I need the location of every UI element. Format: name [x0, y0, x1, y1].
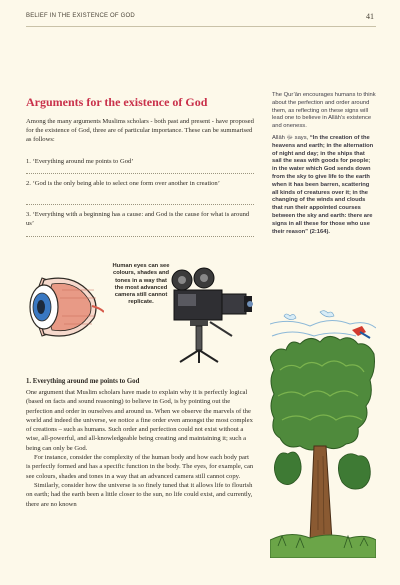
divider	[26, 236, 254, 237]
divider	[26, 173, 254, 174]
body-paragraph: Similarly, consider how the universe is so finely tuned that it allows life to flourish on earth; had the earth been a little closer to the sun, no life could exist, and currently, there are no known	[26, 481, 253, 508]
body-paragraph: One argument that Muslim scholars have made to explain why it is perfectly logical (based on facts and sound reasoning) to believe in God, is by pointing out the perfection and order in ourselves and around us. When we observe the marvels of the world and indeed the universe, we notice a fine order even amongst the most complex of creations – such as humans. Such order and perfection could not exist without a wise, all-powerful, and all-knowledgeable being creating and maintaining it; such a being can only be God.	[26, 389, 253, 452]
subsection-heading: 1. Everything around me points to God	[26, 378, 140, 385]
sidebar-box	[272, 92, 376, 240]
forest-illustration	[270, 310, 376, 558]
body-paragraph: For instance, consider the complexity of the human body and how each body part is perfectly formed and has a specific function in the body. The eyes, for example, can see colours, shades and tones in a way that an advanced camera still cannot copy.	[26, 454, 254, 480]
intro-paragraph: Among the many arguments Muslims scholars - both past and present - have proposed for the existence of God, three are of particular importance. These can be summarised as follows:	[26, 118, 254, 144]
eye-caption: Human eyes can see colours, shades and tones in a way that the most advanced camera still cannot replicate.	[112, 263, 170, 306]
argument-1: 1. ‘Everything around me points to God’	[26, 158, 134, 165]
page-header	[26, 12, 376, 27]
argument-3: 3. ‘Everything with a beginning has a cause: and God is the cause for what is around us’	[26, 211, 250, 228]
body-text	[26, 388, 254, 509]
section-heading: Arguments for the existence of God	[26, 95, 208, 109]
quote-lead: Allāh ﷻ says,	[272, 134, 310, 141]
sidebar-quote-block	[272, 135, 376, 236]
sidebar-intro: The Qur’ān encourages humans to think about the perfection and order around them, as reflecting on these signs will lead one to believe in Allāh’s existence and oneness.	[272, 92, 376, 130]
quran-quote: “In the creation of the heavens and earth; in the alternation of night and day; in the ships that sail the seas with goods for people; in the water which God sends down from the sky to give life to the earth when it has been barren, scattering all kinds of creatures over it; in the changing of the winds and clouds that run their appointed courses between the sky and earth: there are signs in all these for those who use their reason” (2:164).	[272, 134, 374, 235]
eye-illustration	[22, 268, 104, 346]
camera-illustration	[166, 266, 256, 364]
divider	[26, 204, 254, 205]
running-head: BELIEF IN THE EXISTENCE OF GOD	[26, 13, 135, 19]
argument-2: 2. ‘God is the only being able to select one form over another in creation’	[26, 180, 220, 187]
page-number: 41	[366, 12, 374, 21]
